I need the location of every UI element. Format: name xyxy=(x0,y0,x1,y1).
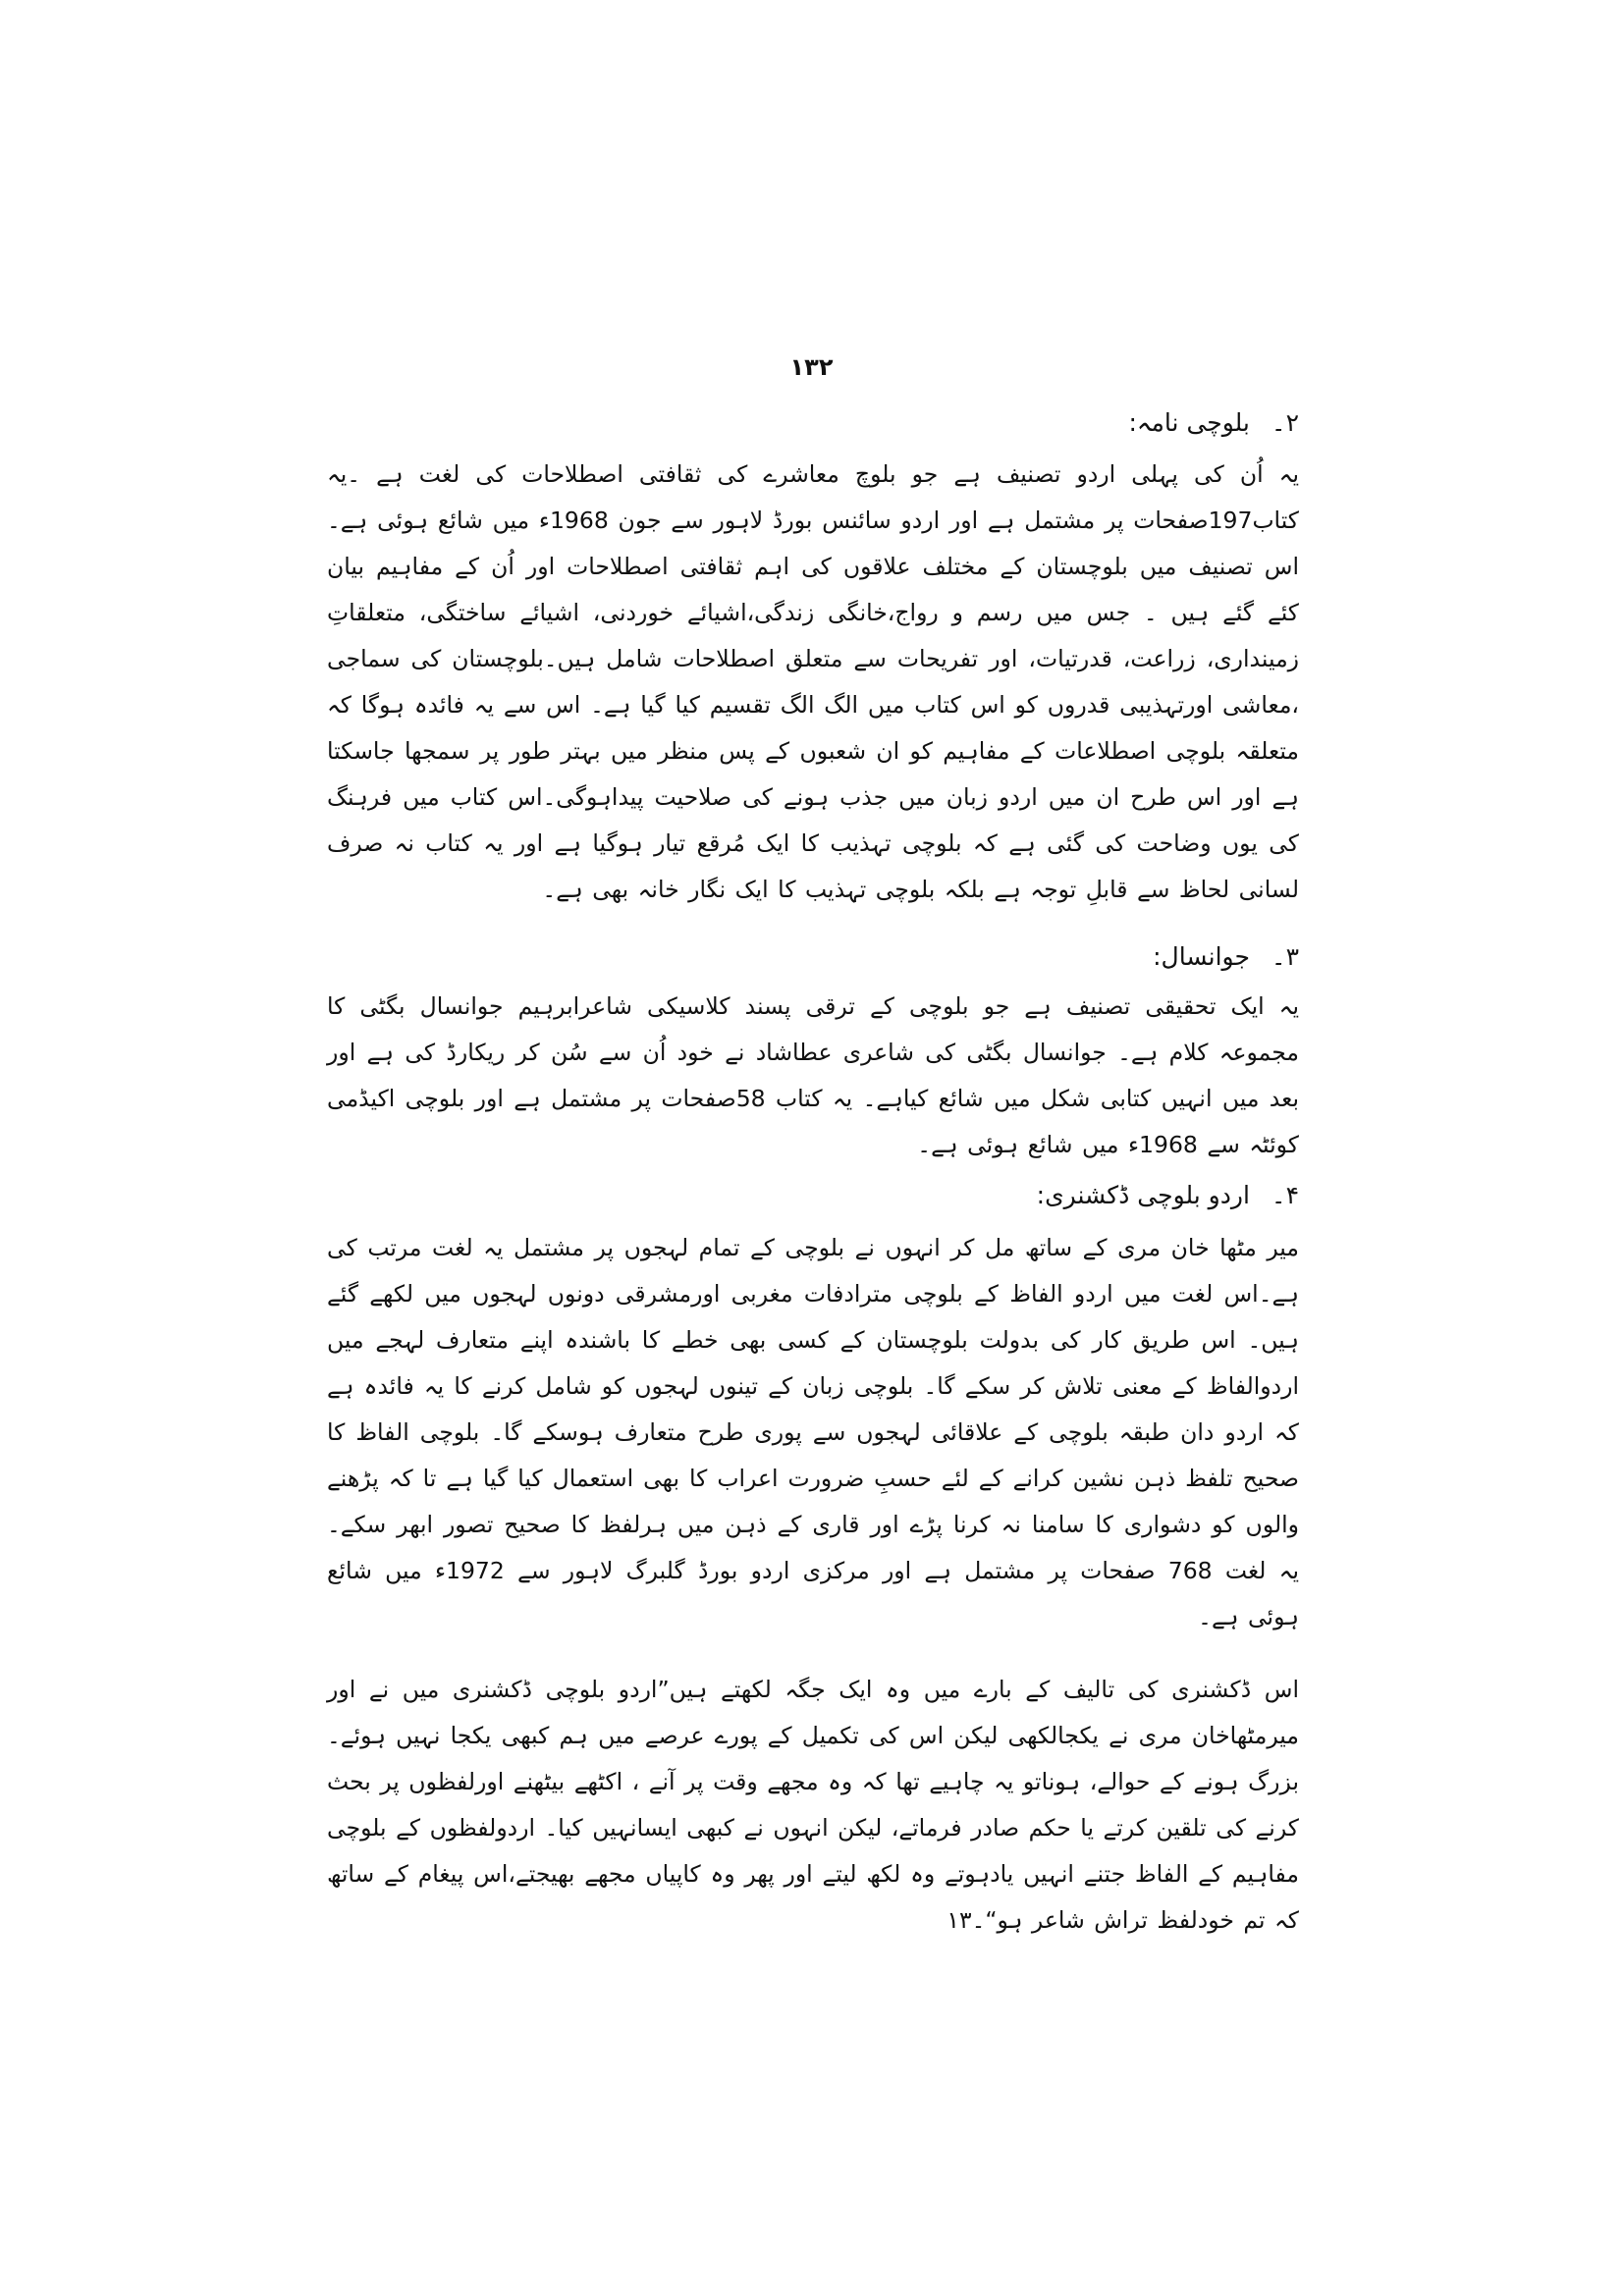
section-title: بلوچی نامہ: xyxy=(1128,408,1250,437)
section-heading-balochi-nama xyxy=(327,403,1299,443)
section-body-jawansal xyxy=(327,984,1299,1168)
page-number: ۱۳۲ xyxy=(789,353,834,381)
section-body-dictionary-quote xyxy=(327,1667,1299,1944)
paragraph: اس ڈکشنری کی تالیف کے بارے میں وہ ایک جگہ لکھتے ہیں”اردو بلوچی ڈکشنری میں نے اور میرمٹھاخان مری نے یکجالکھی لیکن اس کی تکمیل کے پورے عرصے میں ہم کبھی یکجا نہیں ہوئے۔ بزرگ ہونے کے حوالے، ہوناتو یہ چاہیے تھا کہ وہ مجھے وقت پر آنے ، اکٹھے بیٹھنے اورلفظوں پر بحث کرنے کی تلقین کرتے یا حکم صادر فرماتے، لیکن انہوں نے کبھی ایسانہیں کیا۔ اردولفظوں کے بلوچی مفاہیم کے الفاظ جتنے انہیں یادہوتے وہ لکھ لیتے اور پھر وہ کاپیاں مجھے بھیجتے،اس پیغام کے ساتھ کہ تم خودلفظ تراش شاعر ہو“۔۱۳ xyxy=(327,1676,1299,1934)
section-body-balochi-nama xyxy=(327,452,1299,913)
section-body-urdu-balochi-dictionary xyxy=(327,1225,1299,1640)
section-number: ۳۔ xyxy=(1271,942,1299,971)
paragraph: یہ اُن کی پہلی اردو تصنیف ہے جو بلوچ معاشرے کی ثقافتی اصطلاحات کی لغت ہے ۔یہ کتاب197صفحات پر مشتمل ہے اور اردو سائنس بورڈ لاہور سے جون 1968ء میں شائع ہوئی ہے۔ اس تصنیف میں بلوچستان کے مختلف علاقوں کی اہم ثقافتی اصطلاحات اور اُن کے مفاہیم بیان کئے گئے ہیں ۔ جس میں رسم و رواج،خانگی زندگی،اشیائے خوردنی، اشیائے ساختگی، متعلقاتِ زمینداری، زراعت، قدرتیات، اور تفریحات سے متعلق اصطلاحات شامل ہیں۔بلوچستان کی سماجی ،معاشی اورتہذیبی قدروں کو اس کتاب میں الگ الگ تقسیم کیا گیا ہے۔ اس سے یہ فائدہ ہوگا کہ متعلقہ بلوچی اصطلاعات کے مفاہیم کو ان شعبوں کے پس منظر میں بہتر طور پر سمجھا جاسکتا ہے اور اس طرح ان میں اردو زبان میں جذب ہونے کی صلاحیت پیداہوگی۔اس کتاب میں فرہنگ کی یوں وضاحت کی گئی ہے کہ بلوچی تہذیب کا ایک مُرقع تیار ہوگیا ہے اور یہ کتاب نہ صرف لسانی لحاظ سے قابلِ توجہ ہے بلکہ بلوچی تہذیب کا ایک نگار خانہ بھی ہے۔ xyxy=(327,460,1299,903)
section-title: جوانسال: xyxy=(1153,942,1250,971)
section-title: اردو بلوچی ڈکشنری: xyxy=(1036,1181,1250,1209)
section-number: ۲۔ xyxy=(1271,408,1299,437)
section-number: ۴۔ xyxy=(1271,1181,1299,1209)
section-heading-jawansal xyxy=(327,937,1299,977)
paragraph: یہ ایک تحقیقی تصنیف ہے جو بلوچی کے ترقی پسند کلاسیکی شاعرابرہیم جوانسال بگٹی کا مجموعہ کلام ہے۔ جوانسال بگٹی کی شاعری عطاشاد نے خود اُن سے سُن کر ریکارڈ کی ہے اور بعد میں انہیں کتابی شکل میں شائع کیاہے۔ یہ کتاب 58صفحات پر مشتمل ہے اور بلوچی اکیڈمی کوئٹہ سے 1968ء میں شائع ہوئی ہے۔ xyxy=(327,992,1300,1158)
section-heading-urdu-balochi-dictionary xyxy=(327,1176,1299,1215)
paragraph: میر مٹھا خان مری کے ساتھ مل کر انہوں نے بلوچی کے تمام لہجوں پر مشتمل یہ لغت مرتب کی ہے۔اس لغت میں اردو الفاظ کے بلوچی مترادفات مغربی اورمشرقی دونوں لہجوں میں لکھے گئے ہیں۔ اس طریق کار کی بدولت بلوچستان کے کسی بھی خطے کا باشندہ اپنے متعارف لہجے میں اردوالفاظ کے معنی تلاش کر سکے گا۔ بلوچی زبان کے تینوں لہجوں کو شامل کرنے کا یہ فائدہ ہے کہ اردو دان طبقہ بلوچی کے علاقائی لہجوں سے پوری طرح متعارف ہوسکے گا۔ بلوچی الفاظ کا صحیح تلفظ ذہن نشین کرانے کے لئے حسبِ ضرورت اعراب کا بھی استعمال کیا گیا ہے تا کہ پڑھنے والوں کو دشواری کا سامنا نہ کرنا پڑے اور قاری کے ذہن میں ہرلفظ کا صحیح تصور ابھر سکے۔ یہ لغت 768 صفحات پر مشتمل ہے اور مرکزی اردو بورڈ گلبرگ لاہور سے 1972ء میں شائع ہوئی ہے۔ xyxy=(327,1234,1299,1630)
